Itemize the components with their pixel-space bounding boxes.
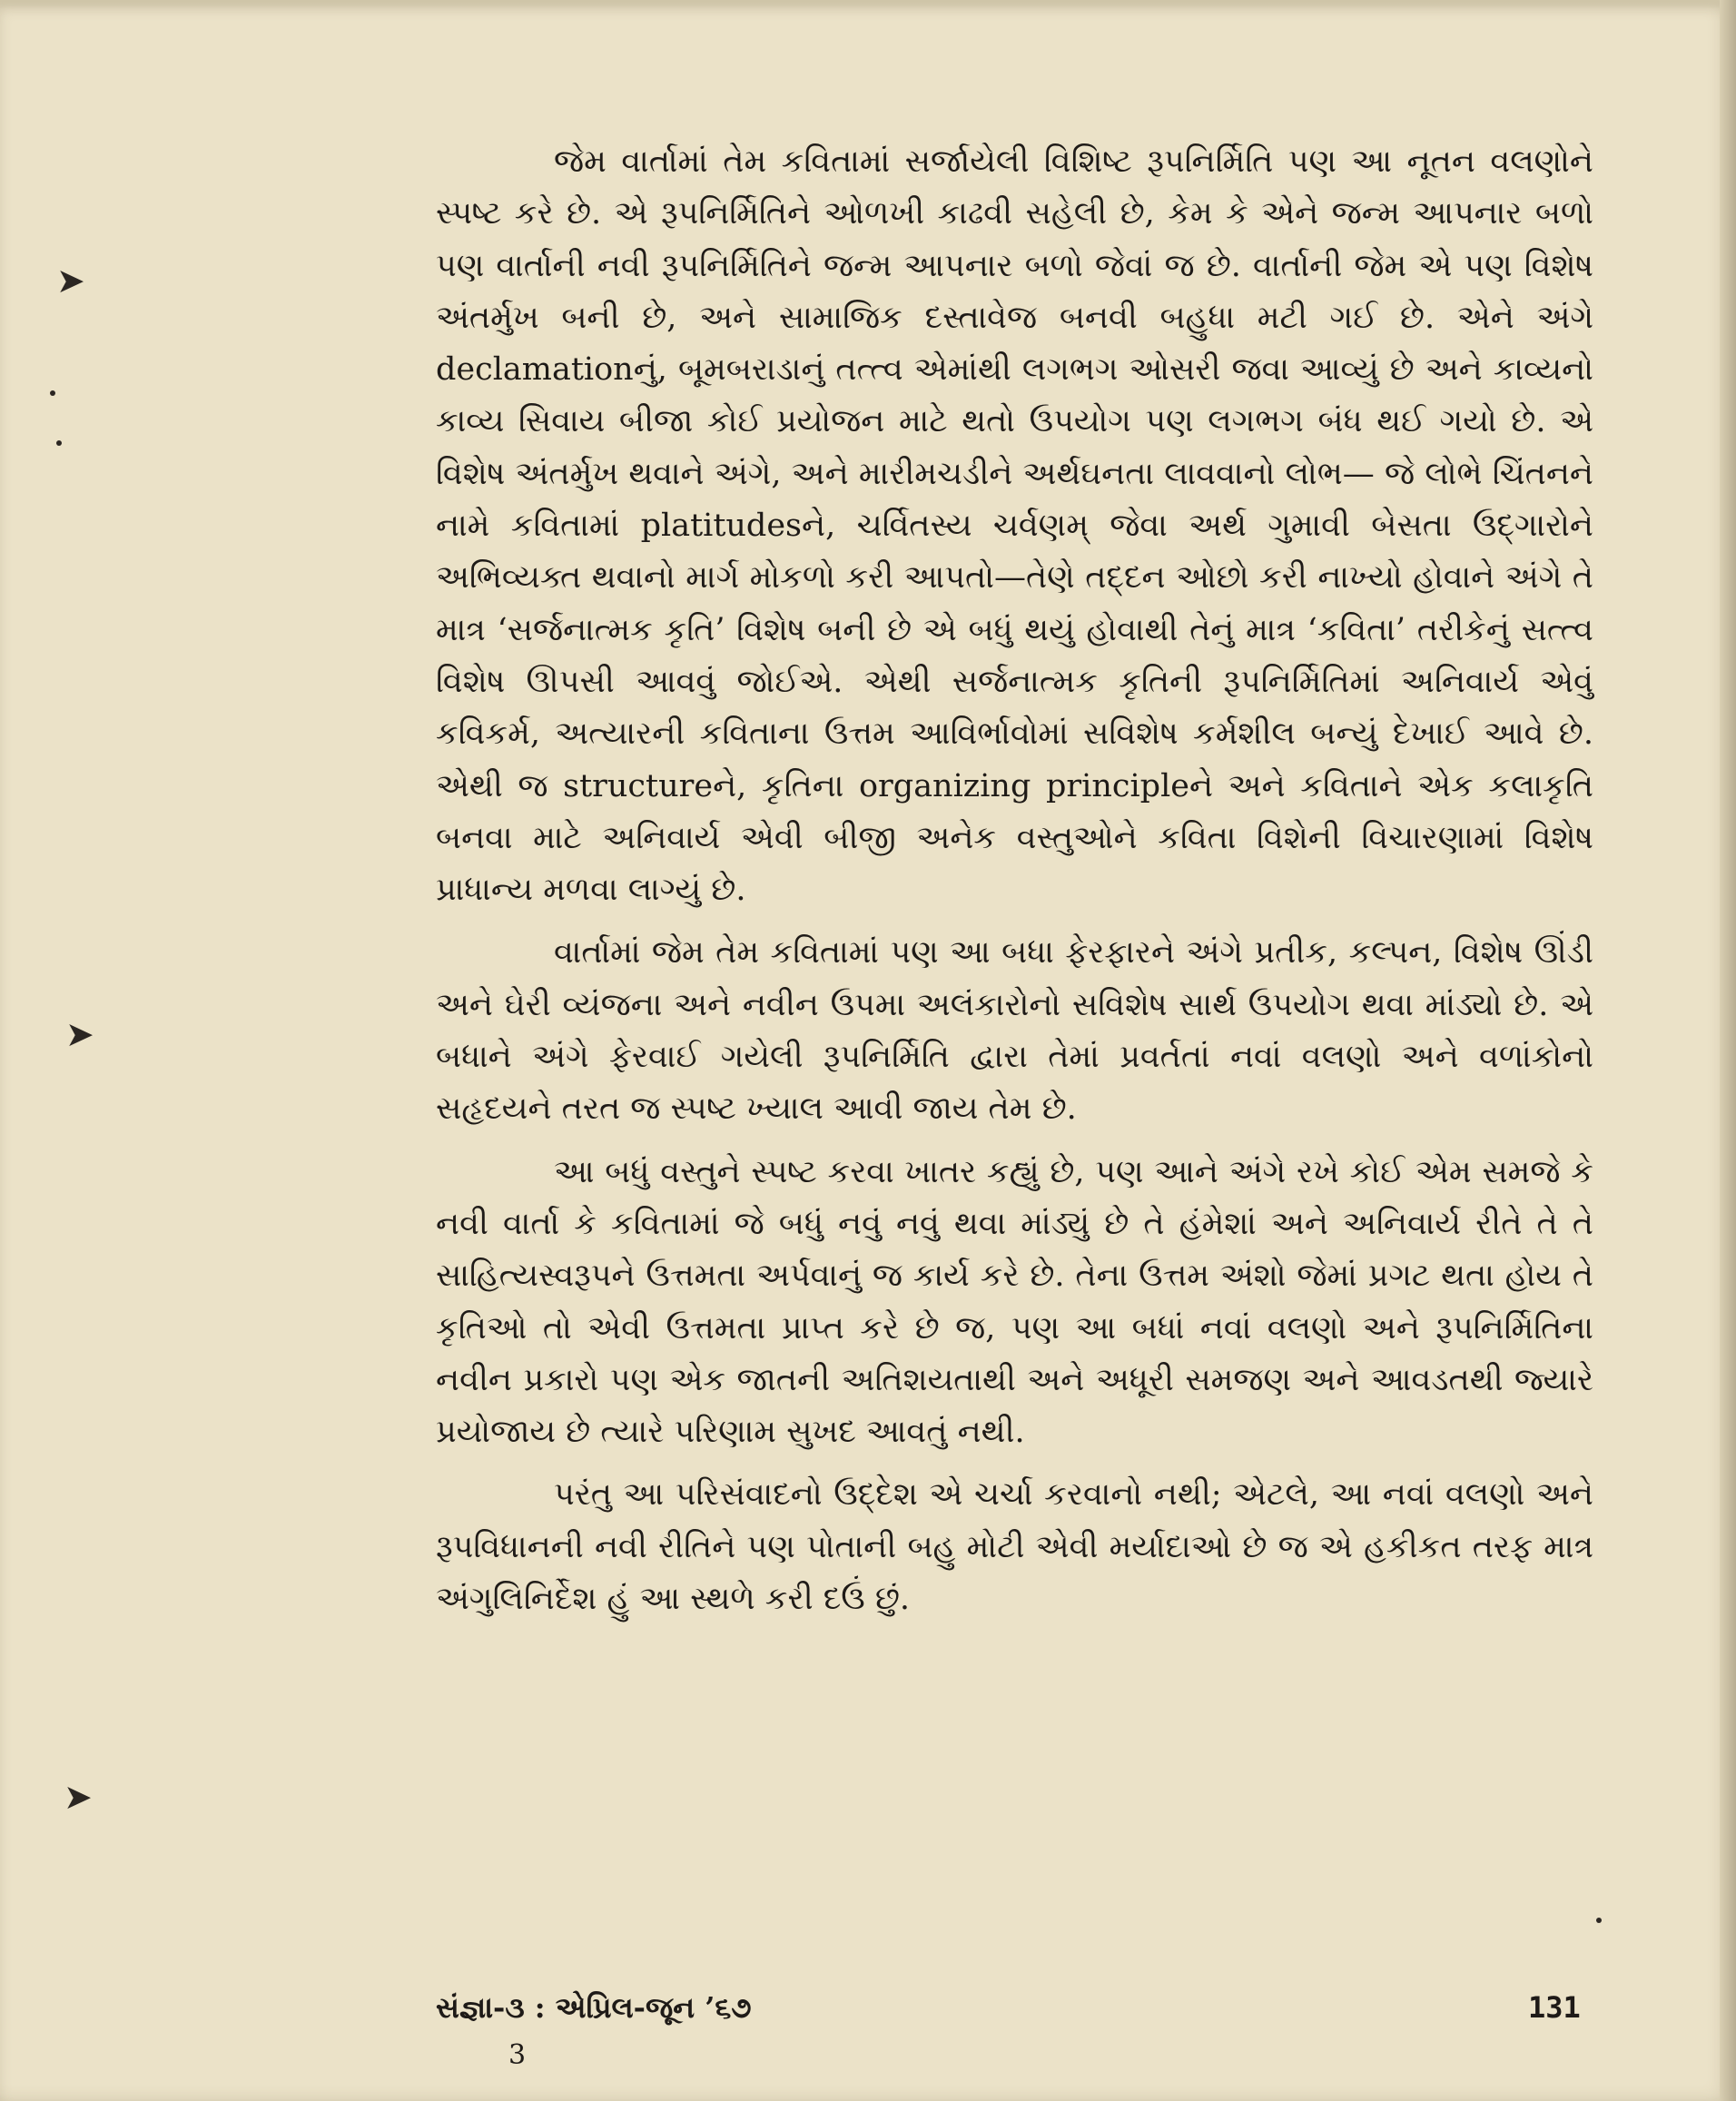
page-top-shadow: [0, 0, 1736, 9]
margin-dot: [50, 390, 55, 396]
body-text: [436, 136, 1593, 1636]
margin-tick-mark: ➤: [65, 1014, 94, 1054]
paragraph: પરંતુ આ પરિસંવાદનો ઉદ્દેશ એ ચર્ચા કરવાનો નથી; એટલે, આ નવાં વલણો અને રૂપવિધાનની નવી રીતિને પણ પોતાની બહુ મોટી એવી મર્યાદાઓ છે જ એ હકીકત તરફ માત્ર અંગુલિનિર્દેશ હું આ સ્થળે કરી દઉં છું.: [436, 1476, 1593, 1618]
paragraph: જેમ વાર્તામાં તેમ કવિતામાં સર્જાયેલી વિશિષ્ટ રૂપનિર્મિતિ પણ આ નૂતન વલણોને સ્પષ્ટ કરે છે. એ રૂપનિર્મિતિને ઓળખી કાઢવી સહેલી છે, કેમ કે એને જન્મ આપનાર બળો પણ વાર્તાની નવી રૂપનિર્મિતિને જન્મ આપનાર બળો જેવાં જ છે. વાર્તાની જેમ એ પણ વિશેષ અંતર્મુખ બની છે, અને સામાજિક દસ્તાવેજ બનવી બહુધા મટી ગઈ છે. એને અંગે declamationનું, બૂમબરાડાનું તત્ત્વ એમાંથી લગભગ ઓસરી જવા આવ્યું છે અને કાવ્યનો કાવ્ય સિવાય બીજા કોઈ પ્રયોજન માટે થતો ઉપયોગ પણ લગભગ બંધ થઈ ગયો છે. એ વિશેષ અંતર્મુખ થવાને અંગે, અને મારીમચડીને અર્થઘનતા લાવવાનો લોભ— જે લોભે ચિંતનને નામે કવિતામાં platitudesને, ચર્વિતસ્ય ચર્વણમ્ જેવા અર્થ ગુમાવી બેસતા ઉદ્ગારોને અભિવ્યક્ત થવાનો માર્ગ મોકળો કરી આપતો—તેણે તદ્દન ઓછો કરી નાખ્યો હોવાને અંગે તે માત્ર ‘સર્જનાત્મક કૃતિ’ વિશેષ બની છે એ બધું થયું હોવાથી તેનું માત્ર ‘કવિતા’ તરીકેનું સત્ત્વ વિશેષ ઊપસી આવવું જોઈએ. એથી સર્જનાત્મક કૃતિની રૂપનિર્મિતિમાં અનિવાર્ય એવું કવિકર્મ, અત્યારની કવિતાના ઉત્તમ આવિર્ભાવોમાં સવિશેષ કર્મશીલ બન્યું દેખાઈ આવે છે. એથી જ structureને, કૃતિના organizing principleને અને કવિતાને એક કલાકૃતિ બનવા માટે અનિવાર્ય એવી બીજી અનેક વસ્તુઓને કવિતા વિશેની વિચારણામાં વિશેષ પ્રાધાન્ય મળવા લાગ્યું છે.: [436, 143, 1593, 909]
journal-citation: સંજ્ઞા-૩ : એપ્રિલ-જૂન ’૬૭: [436, 1990, 752, 2025]
signature-mark: 3: [508, 2039, 527, 2071]
margin-tick-mark: ➤: [56, 261, 85, 301]
paragraph: આ બધું વસ્તુને સ્પષ્ટ કરવા ખાતર કહ્યું છે, પણ આને અંગે રખે કોઈ એમ સમજે કે નવી વાર્તા કે કવિતામાં જે બધું નવું નવું થવા માંડ્યું છે તે હંમેશાં અને અનિવાર્ય રીતે તે તે સાહિત્યસ્વરૂપને ઉત્તમતા અર્પવાનું જ કાર્ય કરે છે. તેના ઉત્તમ અંશો જેમાં પ્રગટ થતા હોય તે કૃતિઓ તો એવી ઉત્તમતા પ્રાપ્ત કરે છે જ, પણ આ બધાં નવાં વલણો અને રૂપનિર્મિતિના નવીન પ્રકારો પણ એક જાતની અતિશયતાથી અને અધૂરી સમજણ અને આવડતથી જ્યારે પ્રયોજાય છે ત્યારે પરિણામ સુખદ આવતું નથી.: [436, 1153, 1593, 1451]
margin-tick-mark: ➤: [64, 1777, 93, 1817]
page-right-edge: [1720, 0, 1736, 2101]
paragraph: વાર્તામાં જેમ તેમ કવિતામાં પણ આ બધા ફેરફારને અંગે પ્રતીક, કલ્પન, વિશેષ ઊંડી અને ઘેરી વ્યંજના અને નવીન ઉપમા અલંકારોનો સવિશેષ સાર્થ ઉપયોગ થવા માંડ્યો છે. એ બધાને અંગે ફેરવાઈ ગયેલી રૂપનિર્મિતિ દ્વારા તેમાં પ્રવર્તતાં નવાં વલણો અને વળાંકોનો સહૃદયને તરત જ સ્પષ્ટ ખ્યાલ આવી જાય તેમ છે.: [436, 934, 1593, 1128]
margin-dot: [1596, 1918, 1602, 1923]
page-number: 131: [1528, 1990, 1581, 2025]
margin-dot: [56, 440, 62, 446]
